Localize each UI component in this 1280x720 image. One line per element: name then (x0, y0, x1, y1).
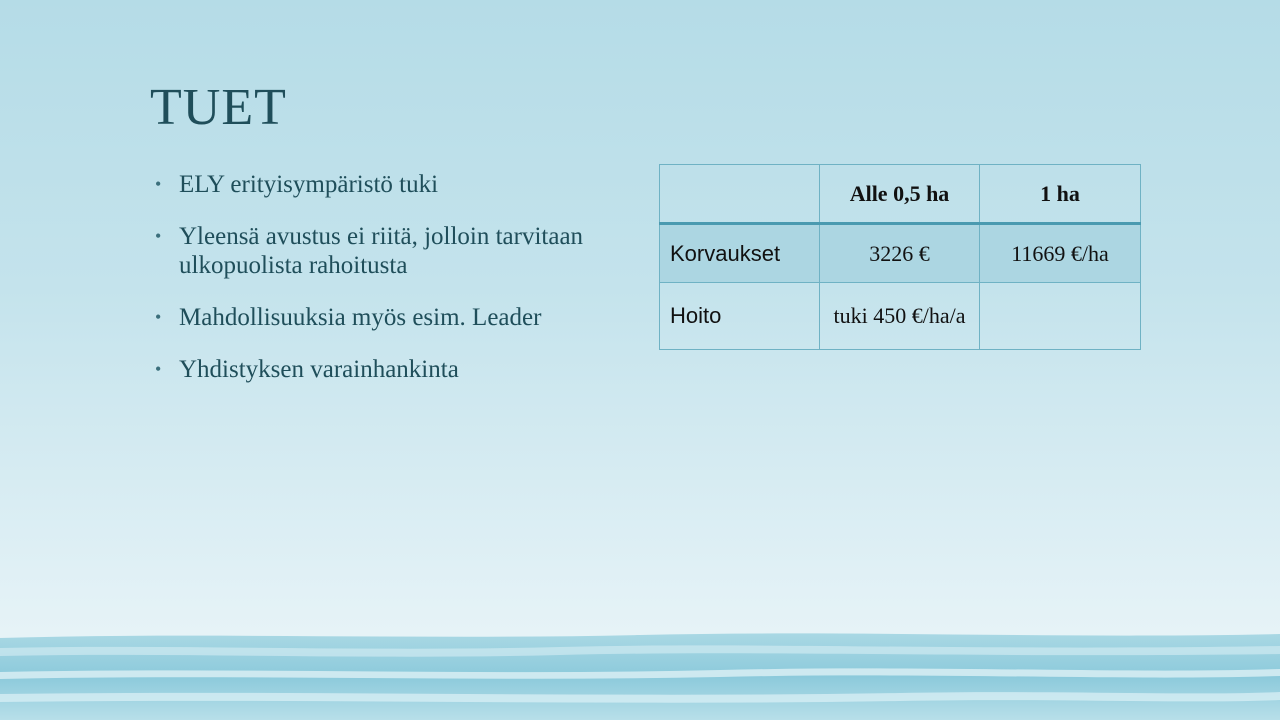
bullet-dot-icon: • (155, 174, 162, 194)
table-cell: 11669 €/ha (980, 224, 1141, 283)
bullet-item (155, 303, 625, 332)
table-row (660, 224, 1141, 283)
bullet-text: Yleensä avustus ei riitä, jolloin tarvitaan ulkopuolista rahoitusta (179, 223, 584, 279)
table-header-cell (660, 165, 820, 224)
table-cell (980, 283, 1141, 350)
support-table (659, 164, 1141, 350)
table-row (660, 283, 1141, 350)
bullet-dot-icon: • (155, 359, 162, 379)
slide-title: TUET (150, 79, 287, 136)
table-cell: tuki 450 €/ha/a (820, 283, 980, 350)
bullet-list (155, 170, 625, 407)
bullet-text: Yhdistyksen varainhankinta (179, 356, 459, 383)
bullet-dot-icon: • (155, 226, 162, 246)
table-header-row (660, 165, 1141, 224)
table-header-cell: 1 ha (980, 165, 1141, 224)
bullet-text: ELY erityisympäristö tuki (179, 171, 439, 198)
bullet-item (155, 355, 625, 384)
table-header-cell: Alle 0,5 ha (820, 165, 980, 224)
table-cell: Hoito (660, 283, 820, 350)
table-cell: 3226 € (820, 224, 980, 283)
bullet-item (155, 222, 625, 280)
bullet-item (155, 170, 625, 199)
bullet-text: Mahdollisuuksia myös esim. Leader (179, 304, 542, 331)
water-decoration (0, 620, 1280, 720)
bullet-dot-icon: • (155, 307, 162, 327)
table-cell: Korvaukset (660, 224, 820, 283)
